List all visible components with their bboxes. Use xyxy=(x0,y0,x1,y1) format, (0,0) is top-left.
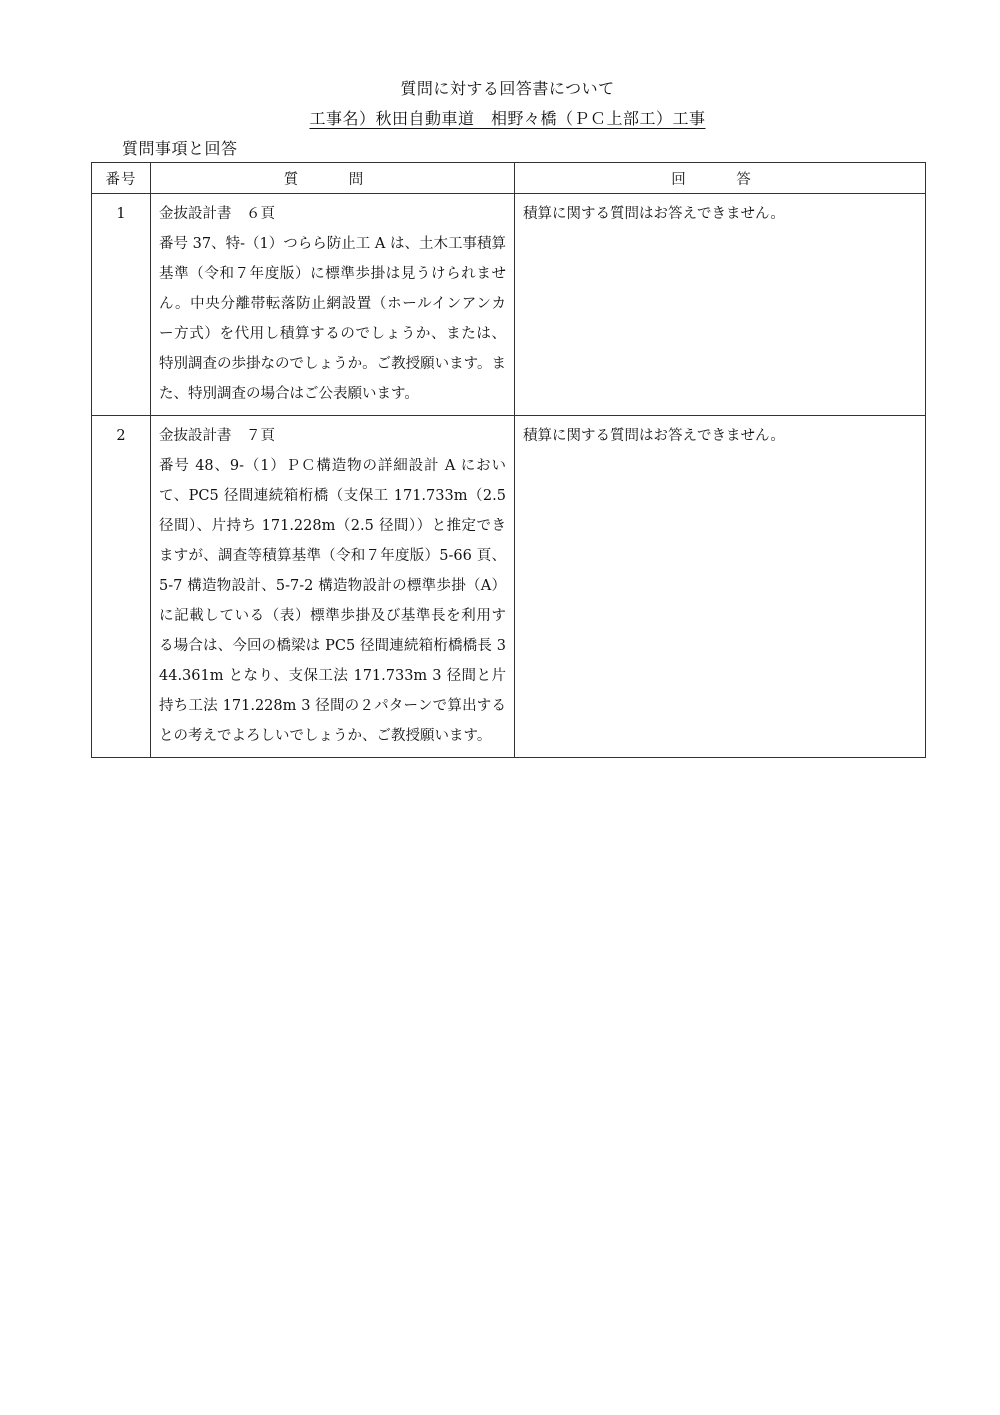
header-question: 質 問 xyxy=(151,163,515,194)
row-question xyxy=(151,194,515,416)
table-header-row xyxy=(92,163,926,194)
project-title-text: 工事名）秋田自動車道 相野々橋（ＰＣ上部工）工事 xyxy=(309,109,706,128)
header-answer: 回 答 xyxy=(515,163,926,194)
project-title xyxy=(0,106,1000,129)
question-text: 番号 48、9-（1）ＰＣ構造物の詳細設計 A において、PC5 径間連続箱桁橋（支保工 171.733m（2.5 径間）、片持ち 171.228m（2.5 径間））と推定できますが、調査等積算基準（令和７年度版）5-66 頁、5-7 構造物設計、5-7-2 構造物設計の標準歩掛（A）に記載している（表）標準歩掛及び基準長を利用する場合は、今回の橋梁は PC5 径間連続箱桁橋橋長 344.361m となり、支保工法 171.733m 3 径間と片持ち工法 171.228m 3 径間の２パターンで算出するとの考えでよろしいでしょうか、ご教授願います。 xyxy=(159,458,506,744)
row-answer: 積算に関する質問はお答えできません。 xyxy=(515,194,926,416)
question-reference: 金抜設計書 ６頁 xyxy=(159,206,275,222)
row-number: 1 xyxy=(92,194,151,416)
header-number: 番号 xyxy=(92,163,151,194)
table-row xyxy=(92,416,926,758)
table-row xyxy=(92,194,926,416)
question-reference: 金抜設計書 ７頁 xyxy=(159,428,275,444)
section-title: 質問事項と回答 xyxy=(122,139,238,158)
qa-table xyxy=(91,162,926,758)
question-text: 番号 37、特-（1）つらら防止工 A は、土木工事積算基準（令和７年度版）に標準歩掛は見うけられません。中央分離帯転落防止網設置（ホールインアンカー方式）を代用し積算するのでしょうか、または、特別調査の歩掛なのでしょうか。ご教授願います。また、特別調査の場合はご公表願います。 xyxy=(159,236,506,402)
document-title: 質問に対する回答書について xyxy=(400,79,615,98)
row-question xyxy=(151,416,515,758)
row-number: 2 xyxy=(92,416,151,758)
row-answer: 積算に関する質問はお答えできません。 xyxy=(515,416,926,758)
